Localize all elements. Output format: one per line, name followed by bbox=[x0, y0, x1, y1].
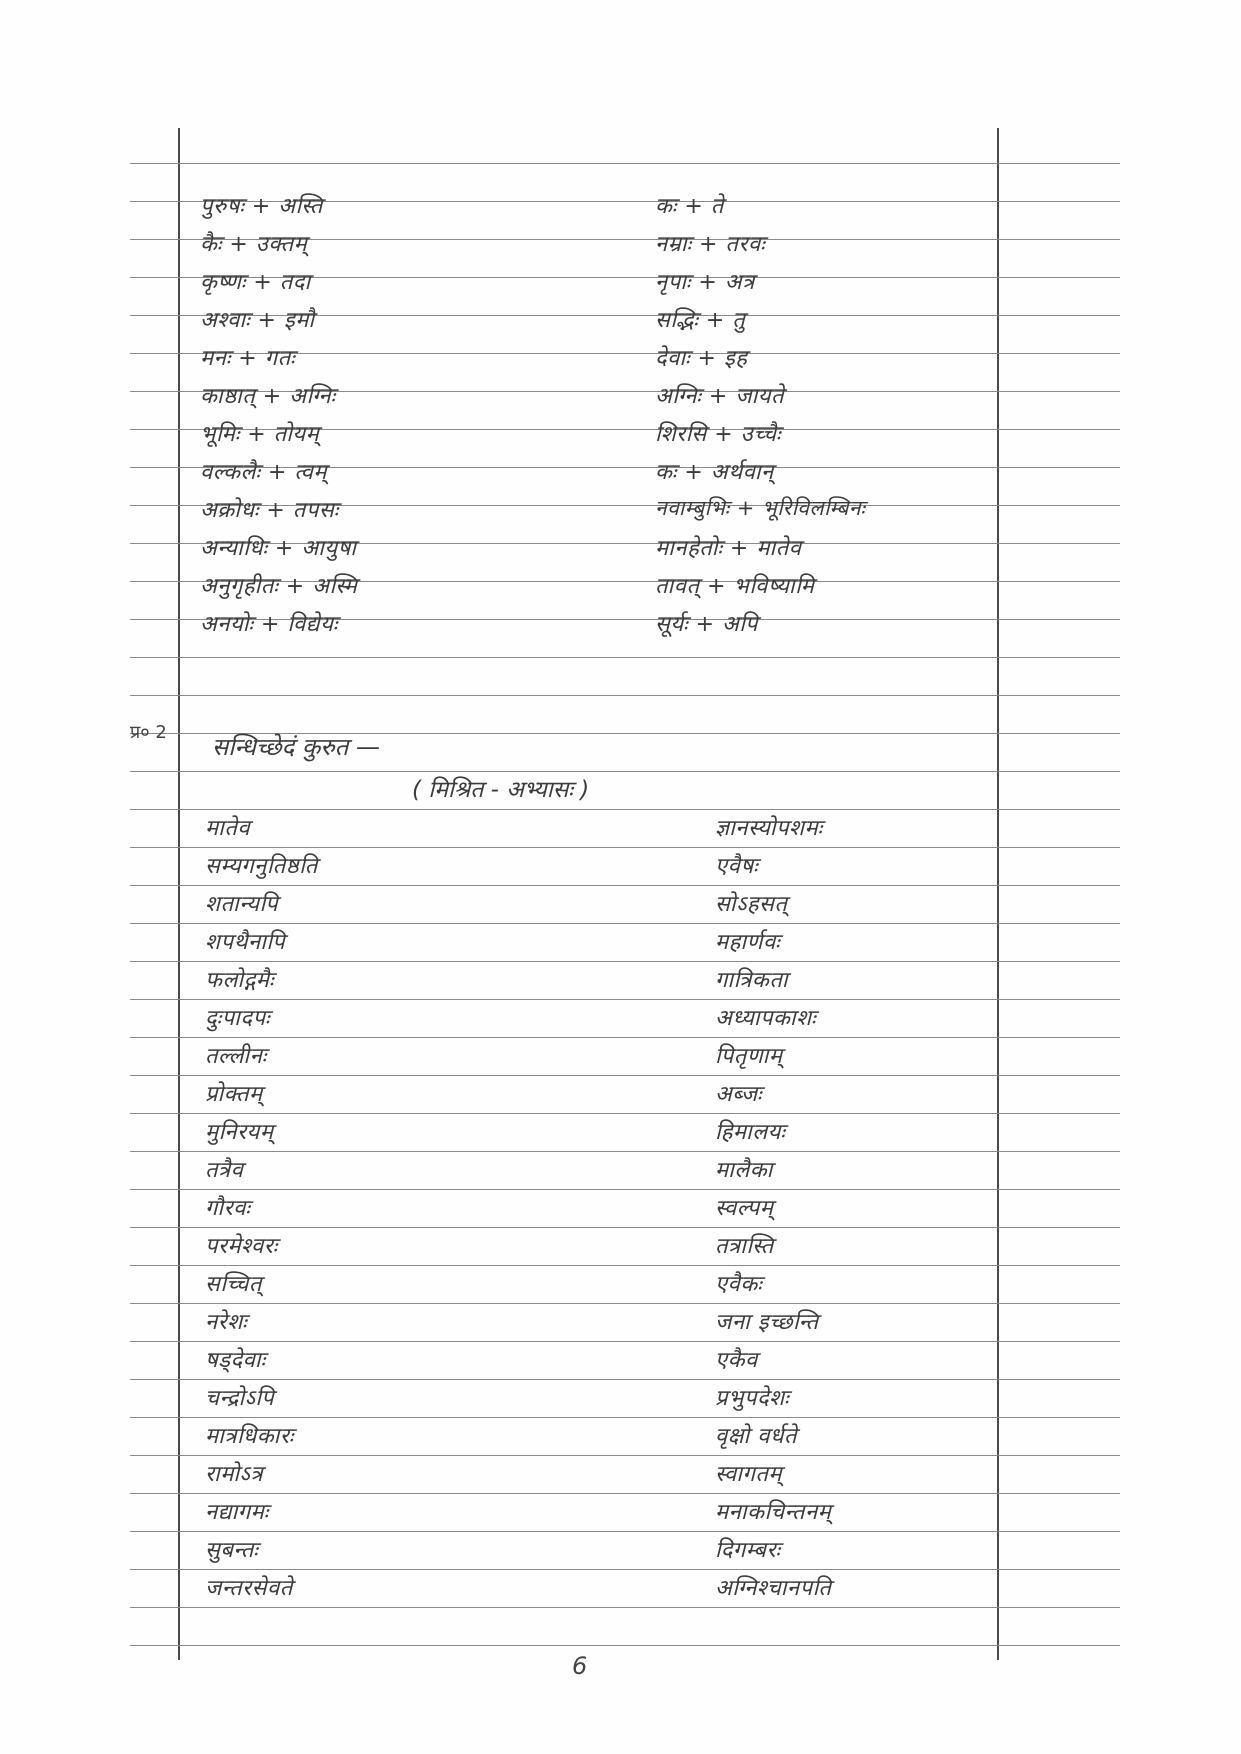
sandhi-word: दिगम्बरः bbox=[715, 1538, 781, 1563]
ruled-line bbox=[130, 1113, 1120, 1114]
ruled-line bbox=[130, 1151, 1120, 1152]
sandhi-word: नरेशः bbox=[205, 1310, 248, 1335]
ruled-line bbox=[130, 771, 1120, 772]
sandhi-word: सम्यगनुतिष्ठति bbox=[205, 854, 318, 879]
sandhi-word: परमेश्वरः bbox=[205, 1234, 278, 1259]
sandhi-word: दुःपादपः bbox=[205, 1006, 270, 1031]
ruled-line bbox=[130, 885, 1120, 886]
sandhi-word: एवैकः bbox=[715, 1272, 763, 1297]
ruled-line bbox=[130, 1645, 1120, 1646]
ruled-line bbox=[130, 1075, 1120, 1076]
sandhi-word: स्वागतम् bbox=[715, 1462, 783, 1487]
sandhi-word: मालैका bbox=[715, 1158, 773, 1183]
ruled-line bbox=[130, 809, 1120, 810]
sandhi-word: प्रोक्तम् bbox=[205, 1082, 263, 1107]
question-subtitle: ( मिश्रित - अभ्यासः ) bbox=[412, 777, 590, 803]
ruled-line bbox=[130, 923, 1120, 924]
sandhi-item: कः + ते bbox=[655, 194, 724, 219]
sandhi-word: एवैषः bbox=[715, 854, 759, 879]
sandhi-word: मात्रधिकारः bbox=[205, 1424, 294, 1449]
ruled-line bbox=[130, 1569, 1120, 1570]
sandhi-item: नृपाः + अत्र bbox=[655, 270, 755, 295]
question-title: सन्धिच्छेदं कुरुत — bbox=[212, 733, 380, 761]
sandhi-word: शपथैनापि bbox=[205, 930, 286, 955]
sandhi-word: अब्जः bbox=[715, 1082, 762, 1107]
sandhi-word: ज्ञानस्योपशमः bbox=[715, 816, 823, 841]
sandhi-word: सुबन्तः bbox=[205, 1538, 259, 1563]
sandhi-item: भूमिः + तोयम् bbox=[200, 422, 320, 447]
sandhi-item: काष्ठात् + अग्निः bbox=[200, 384, 336, 409]
sandhi-item: सूर्यः + अपि bbox=[655, 612, 758, 637]
sandhi-item: अक्रोधः + तपसः bbox=[200, 498, 339, 523]
sandhi-item: तावत् + भविष्यामि bbox=[655, 574, 815, 599]
ruled-line bbox=[130, 1531, 1120, 1532]
sandhi-item: शिरसि + उच्चैः bbox=[655, 422, 781, 447]
sandhi-item: मनः + गतः bbox=[200, 346, 296, 371]
sandhi-word: तत्रास्ति bbox=[715, 1234, 774, 1259]
sandhi-word: रामोऽत्र bbox=[205, 1462, 263, 1487]
sandhi-item: अनयोः + विद्येयः bbox=[200, 612, 338, 637]
sandhi-word: सोऽहसत् bbox=[715, 892, 788, 917]
sandhi-word: हिमालयः bbox=[715, 1120, 786, 1145]
sandhi-item: अग्निः + जायते bbox=[655, 384, 785, 409]
ruled-line bbox=[130, 163, 1120, 164]
sandhi-word: महार्णवः bbox=[715, 930, 781, 955]
sandhi-word: मनाकचिन्तनम् bbox=[715, 1500, 832, 1525]
ruled-line bbox=[130, 1227, 1120, 1228]
sandhi-word: सच्चित् bbox=[205, 1272, 262, 1297]
sandhi-item: मानहेतोः + मातेव bbox=[655, 536, 802, 561]
sandhi-word: अध्यापकाशः bbox=[715, 1006, 817, 1031]
sandhi-word: एकैव bbox=[715, 1348, 758, 1373]
ruled-line bbox=[130, 1379, 1120, 1380]
sandhi-word: स्वल्पम् bbox=[715, 1196, 774, 1221]
sandhi-item: पुरुषः + अस्ति bbox=[200, 194, 323, 219]
ruled-line bbox=[130, 961, 1120, 962]
ruled-line bbox=[130, 1493, 1120, 1494]
ruled-line bbox=[130, 657, 1120, 658]
ruled-line bbox=[130, 1303, 1120, 1304]
sandhi-word: मुनिरयम् bbox=[205, 1120, 274, 1145]
left-margin-line bbox=[178, 128, 180, 1660]
sandhi-word: मातेव bbox=[205, 816, 251, 841]
sandhi-word: तत्रैव bbox=[205, 1158, 244, 1183]
ruled-line bbox=[130, 847, 1120, 848]
sandhi-word: फलोद्गमैः bbox=[205, 968, 274, 993]
ruled-line bbox=[130, 1037, 1120, 1038]
sandhi-item: देवाः + इह bbox=[655, 346, 748, 371]
sandhi-item: वल्कलैः + त्वम् bbox=[200, 460, 328, 485]
ruled-line bbox=[130, 1607, 1120, 1608]
sandhi-word: षड्देवाः bbox=[205, 1348, 266, 1373]
right-margin-line bbox=[997, 128, 999, 1660]
sandhi-item: अन्याधिः + आयुषा bbox=[200, 536, 357, 561]
sandhi-item: नवाम्बुभिः + भूरिविलम्बिनः bbox=[655, 496, 866, 520]
sandhi-item: कृष्णः + तदा bbox=[200, 270, 311, 295]
sandhi-word: वृक्षो वर्धते bbox=[715, 1424, 797, 1449]
sandhi-item: कः + अर्थवान् bbox=[655, 460, 774, 485]
sandhi-word: गात्रिकता bbox=[715, 968, 789, 993]
ruled-line bbox=[130, 1189, 1120, 1190]
sandhi-word: नद्यागमः bbox=[205, 1500, 269, 1525]
sandhi-word: जना इच्छन्ति bbox=[715, 1310, 819, 1335]
sandhi-word: पितृणाम् bbox=[715, 1044, 783, 1069]
sandhi-item: अनुगृहीतः + अस्मि bbox=[200, 574, 358, 599]
page-number: 6 bbox=[572, 1652, 588, 1680]
sandhi-item: सद्भिः + तु bbox=[655, 308, 746, 333]
sandhi-word: चन्द्रोऽपि bbox=[205, 1386, 275, 1411]
sandhi-item: कैः + उक्तम् bbox=[200, 232, 308, 257]
ruled-line bbox=[130, 1455, 1120, 1456]
ruled-line bbox=[130, 999, 1120, 1000]
question-number: प्र० 2 bbox=[130, 722, 167, 743]
sandhi-word: अग्निश्चानपति bbox=[715, 1576, 832, 1601]
sandhi-word: जन्तरसेवते bbox=[205, 1576, 293, 1601]
sandhi-item: अश्वाः + इमौ bbox=[200, 308, 315, 333]
sandhi-word: गौरवः bbox=[205, 1196, 251, 1221]
sandhi-item: नम्राः + तरवः bbox=[655, 232, 766, 257]
ruled-line bbox=[130, 1417, 1120, 1418]
ruled-line bbox=[130, 1341, 1120, 1342]
ruled-line bbox=[130, 695, 1120, 696]
sandhi-word: प्रभुपदेशः bbox=[715, 1386, 790, 1411]
ruled-line bbox=[130, 1265, 1120, 1266]
sandhi-word: तल्लीनः bbox=[205, 1044, 267, 1069]
sandhi-word: शतान्यपि bbox=[205, 892, 279, 917]
